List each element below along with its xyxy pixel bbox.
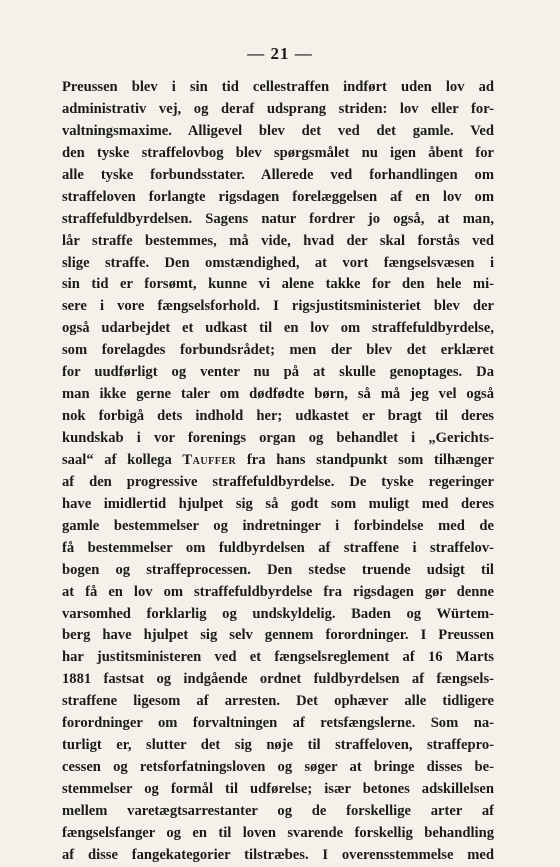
text-line: stemmelser og formål til udførelse; især betones adskillelsen xyxy=(62,781,494,797)
text-line: man ikke gerne taler om dødfødte børn, så må jeg vel også xyxy=(62,386,494,403)
text-line: for uudførligt og venter nu på at skulle genoptages. Da xyxy=(62,364,494,381)
text-line: slige straffe. Den omstændighed, at vort fængselsvæsen i xyxy=(62,254,494,271)
text-line: også udarbejdet et udkast til en lov om straffefuldbyrdelse, xyxy=(62,320,494,337)
text-line: sere i vore fængselsforhold. I rigsjustitsministeriet blev der xyxy=(62,298,494,315)
text-line: som forelagdes forbundsrådet; men der blev det erklæret xyxy=(62,342,494,359)
text-line: straffene ligesom af arresten. Det ophæver alle tidligere xyxy=(62,693,494,710)
text-line: administrativ vej, og deraf udsprang striden: lov eller for- xyxy=(62,100,494,117)
text-line: fængselsfanger og en til loven svarende forskellig behandling xyxy=(62,824,494,841)
text-line: den tyske straffelovbog blev spørgsmålet nu igen åbent for xyxy=(62,144,494,161)
text-line: 1881 fastsat og indgående ordnet fuldbyrdelsen af fængsels- xyxy=(62,671,494,688)
text-line: få bestemmelser om fuldbyrdelsen af straffene i straffelov- xyxy=(62,539,494,556)
text-line: berg have hjulpet sig selv gennem forordninger. I Preussen xyxy=(62,627,494,644)
text-line: straffeloven forlangte rigsdagen forelæggelsen af en lov om xyxy=(62,188,494,205)
text-line: Preussen blev i sin tid cellestraffen indført uden lov ad xyxy=(62,79,494,95)
text-line: lår straffe bestemmes, må vide, hvad der skal forstås ved xyxy=(62,232,494,249)
text-line: af disse fangekategorier tilstræbes. I overensstemmelse med xyxy=(62,846,494,863)
text-line: valtningsmaxime. Alligevel blev det ved det gamle. Ved xyxy=(62,122,494,139)
text-line: varsomhed forklarlig og undskyldelig. Baden og Würtem- xyxy=(62,605,494,622)
page-number: — 21 — xyxy=(247,44,313,63)
text-line: straffefuldbyrdelsen. Sagens natur fordrer jo også, at man, xyxy=(62,210,494,227)
text-line: kundskab i vor forenings organ og behandlet i „Gerichts- xyxy=(62,430,494,446)
text-line: turligt er, slutter det sig nøje til straffeloven, straffepro- xyxy=(62,737,494,754)
text-line: bogen og straffeprocessen. Den stedse truende udsigt til xyxy=(62,561,494,578)
text-line: sin tid er forsømt, kunne vi alene takke for den hele mi- xyxy=(62,276,494,293)
text-line: forordninger om forvaltningen af retsfængslerne. Som na- xyxy=(62,715,494,732)
text-line: saal“ af kollega Tauffer fra hans standpunkt som tilhænger xyxy=(62,451,494,468)
text-line: cessen og retsforfatningsloven og søger at bringe disses be- xyxy=(62,759,494,776)
text-line: alle tyske forbundsstater. Allerede ved forhandlingen om xyxy=(62,166,494,183)
text-line: af den progressive straffefuldbyrdelse. De tyske regeringer xyxy=(62,473,494,490)
text-line: nok forbigå dets indhold her; udkastet er bragt til deres xyxy=(62,408,494,425)
text-line: mellem varetægtsarrestanter og de forskellige arter af xyxy=(62,802,494,819)
text-line: at få en lov om straffefuldbyrdelse fra rigsdagen gør denne xyxy=(62,583,494,600)
author-name: Tauffer xyxy=(182,451,237,468)
text-line: har justitsministeren ved et fængselsreglement af 16 Marts xyxy=(62,649,494,666)
body-text xyxy=(62,77,494,867)
text-line: have imidlertid hjulpet sig så godt som muligt med deres xyxy=(62,495,494,512)
text-line: gamle bestemmelser og indretninger i forbindelse med de xyxy=(62,517,494,534)
